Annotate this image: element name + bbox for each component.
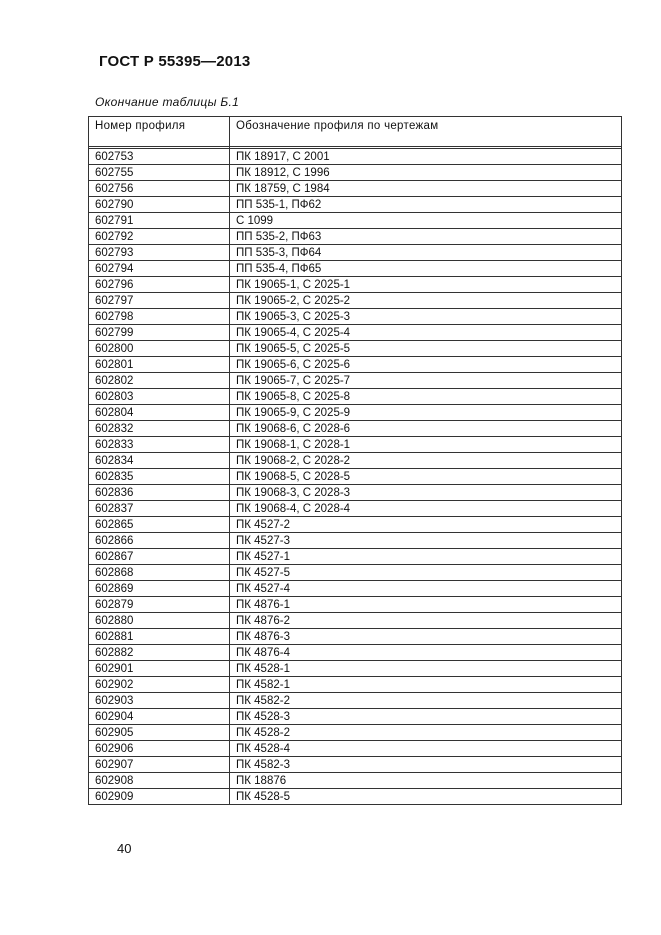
table-body <box>89 147 622 805</box>
cell-profile-designation: ПК 4528-4 <box>230 741 622 757</box>
cell-profile-number: 602907 <box>89 757 230 773</box>
table-header-row <box>89 117 622 147</box>
table-row <box>89 677 622 693</box>
table-row <box>89 549 622 565</box>
cell-profile-designation: ПК 18759, С 1984 <box>230 181 622 197</box>
table-row <box>89 757 622 773</box>
table-row <box>89 725 622 741</box>
table-row <box>89 197 622 213</box>
table-row <box>89 597 622 613</box>
table-row <box>89 773 622 789</box>
cell-profile-designation: ПП 535-3, ПФ64 <box>230 245 622 261</box>
cell-profile-designation: ПК 19068-3, С 2028-3 <box>230 485 622 501</box>
cell-profile-number: 602865 <box>89 517 230 533</box>
table-row <box>89 565 622 581</box>
cell-profile-number: 602905 <box>89 725 230 741</box>
cell-profile-designation: ПК 19065-3, С 2025-3 <box>230 309 622 325</box>
cell-profile-designation: ПК 19068-6, С 2028-6 <box>230 421 622 437</box>
cell-profile-number: 602882 <box>89 645 230 661</box>
cell-profile-number: 602756 <box>89 181 230 197</box>
cell-profile-designation: ПК 4527-5 <box>230 565 622 581</box>
table-row <box>89 405 622 421</box>
cell-profile-designation: ПК 4876-4 <box>230 645 622 661</box>
table-row <box>89 357 622 373</box>
cell-profile-designation: ПК 4528-1 <box>230 661 622 677</box>
cell-profile-designation: ПК 19065-1, С 2025-1 <box>230 277 622 293</box>
cell-profile-number: 602790 <box>89 197 230 213</box>
cell-profile-number: 602803 <box>89 389 230 405</box>
cell-profile-number: 602753 <box>89 149 230 165</box>
table-row <box>89 661 622 677</box>
table-row <box>89 613 622 629</box>
cell-profile-number: 602804 <box>89 405 230 421</box>
cell-profile-number: 602881 <box>89 629 230 645</box>
table-row <box>89 501 622 517</box>
cell-profile-number: 602866 <box>89 533 230 549</box>
table-row <box>89 517 622 533</box>
cell-profile-designation: ПК 4528-3 <box>230 709 622 725</box>
cell-profile-designation: ПК 4876-2 <box>230 613 622 629</box>
cell-profile-designation: ПК 19065-5, С 2025-5 <box>230 341 622 357</box>
document-title: ГОСТ Р 55395—2013 <box>99 53 251 70</box>
cell-profile-designation: ПК 18876 <box>230 773 622 789</box>
table-row <box>89 229 622 245</box>
table-row <box>89 181 622 197</box>
cell-profile-number: 602791 <box>89 213 230 229</box>
cell-profile-designation: ПК 19065-9, С 2025-9 <box>230 405 622 421</box>
cell-profile-number: 602833 <box>89 437 230 453</box>
cell-profile-designation: С 1099 <box>230 213 622 229</box>
cell-profile-number: 602909 <box>89 789 230 805</box>
cell-profile-number: 602903 <box>89 693 230 709</box>
cell-profile-number: 602799 <box>89 325 230 341</box>
cell-profile-number: 602869 <box>89 581 230 597</box>
cell-profile-designation: ПК 4876-3 <box>230 629 622 645</box>
cell-profile-number: 602902 <box>89 677 230 693</box>
table-row <box>89 437 622 453</box>
column-header-profile-designation: Обозначение профиля по чертежам <box>230 117 622 147</box>
cell-profile-designation: ПК 19068-1, С 2028-1 <box>230 437 622 453</box>
table-row <box>89 421 622 437</box>
table-row <box>89 469 622 485</box>
table-row <box>89 213 622 229</box>
cell-profile-designation: ПК 4582-2 <box>230 693 622 709</box>
table-row <box>89 293 622 309</box>
table-row <box>89 165 622 181</box>
cell-profile-number: 602908 <box>89 773 230 789</box>
cell-profile-number: 602835 <box>89 469 230 485</box>
table-row <box>89 341 622 357</box>
cell-profile-number: 602802 <box>89 373 230 389</box>
cell-profile-number: 602836 <box>89 485 230 501</box>
table-row <box>89 389 622 405</box>
cell-profile-designation: ПК 18917, С 2001 <box>230 149 622 165</box>
table-row <box>89 581 622 597</box>
cell-profile-number: 602793 <box>89 245 230 261</box>
cell-profile-number: 602797 <box>89 293 230 309</box>
cell-profile-designation: ПП 535-1, ПФ62 <box>230 197 622 213</box>
cell-profile-number: 602904 <box>89 709 230 725</box>
cell-profile-number: 602801 <box>89 357 230 373</box>
cell-profile-designation: ПП 535-4, ПФ65 <box>230 261 622 277</box>
cell-profile-number: 602880 <box>89 613 230 629</box>
cell-profile-designation: ПК 4582-1 <box>230 677 622 693</box>
cell-profile-designation: ПК 18912, С 1996 <box>230 165 622 181</box>
cell-profile-designation: ПК 19065-8, С 2025-8 <box>230 389 622 405</box>
cell-profile-number: 602798 <box>89 309 230 325</box>
table-caption: Окончание таблицы Б.1 <box>95 95 240 109</box>
table-row <box>89 373 622 389</box>
cell-profile-number: 602868 <box>89 565 230 581</box>
table-row <box>89 629 622 645</box>
table-row <box>89 693 622 709</box>
table-row <box>89 325 622 341</box>
cell-profile-number: 602832 <box>89 421 230 437</box>
table-row <box>89 485 622 501</box>
cell-profile-number: 602906 <box>89 741 230 757</box>
cell-profile-designation: ПК 19065-6, С 2025-6 <box>230 357 622 373</box>
table-row <box>89 533 622 549</box>
column-header-profile-number: Номер профиля <box>89 117 230 147</box>
cell-profile-number: 602792 <box>89 229 230 245</box>
table-row <box>89 309 622 325</box>
cell-profile-designation: ПК 4582-3 <box>230 757 622 773</box>
cell-profile-designation: ПК 4527-3 <box>230 533 622 549</box>
cell-profile-designation: ПК 19068-4, С 2028-4 <box>230 501 622 517</box>
cell-profile-designation: ПК 19068-2, С 2028-2 <box>230 453 622 469</box>
cell-profile-designation: ПК 4528-2 <box>230 725 622 741</box>
cell-profile-designation: ПК 4527-4 <box>230 581 622 597</box>
table-row <box>89 709 622 725</box>
cell-profile-designation: ПК 19068-5, С 2028-5 <box>230 469 622 485</box>
table-row <box>89 741 622 757</box>
cell-profile-number: 602837 <box>89 501 230 517</box>
cell-profile-number: 602879 <box>89 597 230 613</box>
table-row <box>89 645 622 661</box>
table-row <box>89 277 622 293</box>
cell-profile-number: 602867 <box>89 549 230 565</box>
cell-profile-number: 602834 <box>89 453 230 469</box>
table-row <box>89 453 622 469</box>
profiles-table <box>88 116 622 805</box>
cell-profile-number: 602901 <box>89 661 230 677</box>
cell-profile-designation: ПК 4528-5 <box>230 789 622 805</box>
cell-profile-number: 602755 <box>89 165 230 181</box>
page-number: 40 <box>117 841 132 856</box>
cell-profile-designation: ПК 4527-2 <box>230 517 622 533</box>
table-row <box>89 261 622 277</box>
cell-profile-designation: ПК 4876-1 <box>230 597 622 613</box>
cell-profile-designation: ПК 19065-7, С 2025-7 <box>230 373 622 389</box>
cell-profile-designation: ПП 535-2, ПФ63 <box>230 229 622 245</box>
table-row <box>89 149 622 165</box>
cell-profile-designation: ПК 19065-2, С 2025-2 <box>230 293 622 309</box>
cell-profile-designation: ПК 19065-4, С 2025-4 <box>230 325 622 341</box>
table-row <box>89 789 622 805</box>
cell-profile-number: 602800 <box>89 341 230 357</box>
cell-profile-number: 602794 <box>89 261 230 277</box>
table-row <box>89 245 622 261</box>
cell-profile-number: 602796 <box>89 277 230 293</box>
cell-profile-designation: ПК 4527-1 <box>230 549 622 565</box>
